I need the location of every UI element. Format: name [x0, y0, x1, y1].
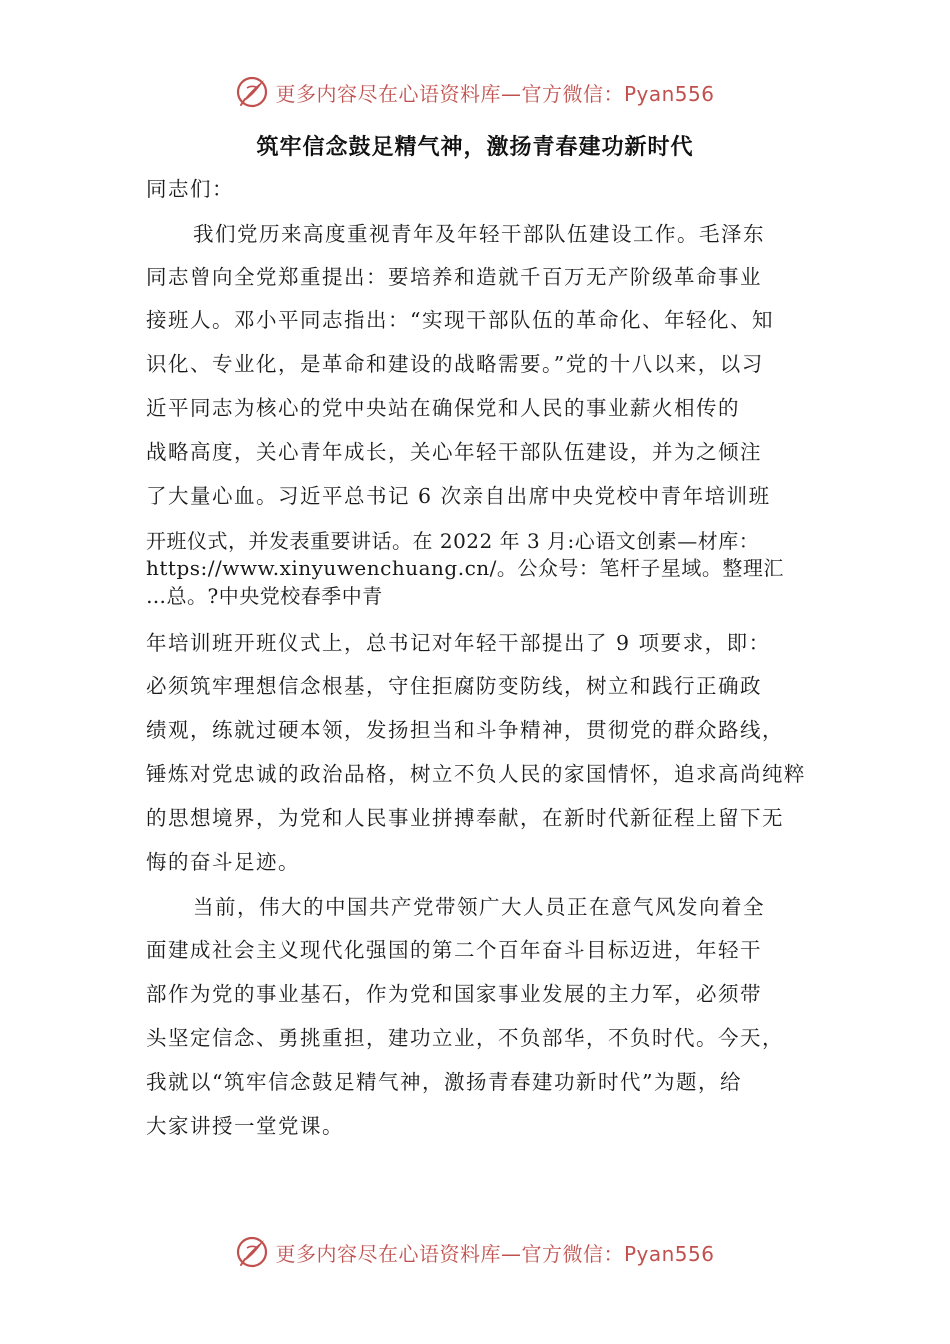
footer-banner [0, 1232, 950, 1272]
body-line: 接班人。邓小平同志指出：“实现干部队伍的革命化、年轻化、知 [146, 308, 774, 332]
body-line: 战略高度，关心青年成长，关心年轻干部队伍建设，并为之倾注 [146, 440, 762, 464]
header-banner [0, 72, 950, 112]
banner-content [235, 1235, 714, 1269]
body-line: 近平同志为核心的党中央站在确保党和人民的事业薪火相传的 [146, 396, 740, 420]
salutation-line: 同志们： [146, 177, 234, 201]
banner-text: 更多内容尽在心语资料库—官方微信：Pyan556 [275, 81, 715, 106]
body-line: 绩观，练就过硬本领，发扬担当和斗争精神，贯彻党的群众路线， [146, 718, 784, 742]
body-line: 锤炼对党忠诚的政治品格，树立不负人民的家国情怀，追求高尚纯粹 [146, 762, 806, 786]
body-line: 我就以“筑牢信念鼓足精气神，激扬青春建功新时代”为题，给 [146, 1070, 742, 1094]
body-line: 年培训班开班仪式上，总书记对年轻干部提出了 9 项要求，即： [146, 631, 771, 655]
body-line: 的思想境界，为党和人民事业拼搏奉献，在新时代新征程上留下无 [146, 806, 784, 830]
body-line: 开班仪式，并发表重要讲话。在 2022 年 3 月:心语文创素—材库： [146, 529, 760, 553]
quill-pen-seal-icon [235, 75, 269, 109]
document-title: 筑牢信念鼓足精气神，激扬青春建功新时代 [256, 135, 694, 160]
body-line: …总。?中央党校春季中青 [146, 584, 383, 608]
body-line: https://www.xinyuwenchuang.cn/。公众号：笔杆子星域。整理汇 [146, 556, 784, 580]
body-line: 头坚定信念、勇挑重担，建功立业，不负部华，不负时代。今天， [146, 1026, 784, 1050]
body-line: 同志曾向全党郑重提出：要培养和造就千百万无产阶级革命事业 [146, 265, 762, 289]
body-line: 大家讲授一堂党课。 [146, 1114, 344, 1138]
banner-text: 更多内容尽在心语资料库—官方微信：Pyan556 [275, 1241, 715, 1266]
body-line: 悔的奋斗足迹。 [146, 850, 300, 874]
body-line: 当前，伟大的中国共产党带领广大人员正在意气风发向着全 [193, 895, 765, 919]
body-line: 面建成社会主义现代化强国的第二个百年奋斗目标迈进，年轻干 [146, 938, 762, 962]
body-line: 了大量心血。习近平总书记 6 次亲自出席中央党校中青年培训班 [146, 484, 771, 508]
banner-content [235, 75, 714, 109]
body-line: 识化、专业化，是革命和建设的战略需要。”党的十八以来，以习 [146, 352, 764, 376]
quill-pen-seal-icon [235, 1235, 269, 1269]
body-line: 部作为党的事业基石，作为党和国家事业发展的主力军，必须带 [146, 982, 762, 1006]
body-line: 我们党历来高度重视青年及年轻干部队伍建设工作。毛泽东 [193, 222, 765, 246]
body-line: 必须筑牢理想信念根基，守住拒腐防变防线，树立和践行正确政 [146, 674, 762, 698]
